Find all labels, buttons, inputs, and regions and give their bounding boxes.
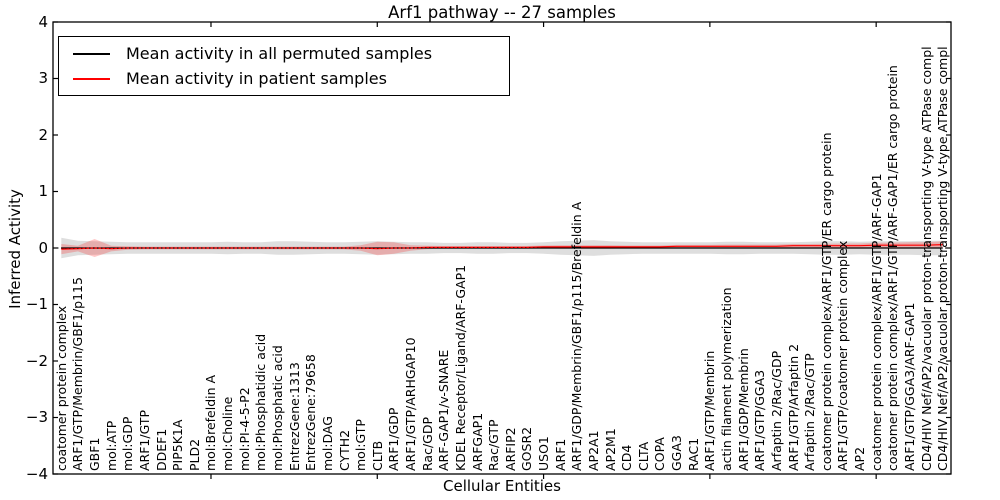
x-tick-label: CLTA [635, 441, 651, 471]
x-axis-label: Cellular Entities [443, 477, 561, 495]
x-tick-label: actin filament polymerization [719, 287, 734, 471]
x-tick-label: GOSR2 [519, 426, 535, 471]
x-tick-label: KDEL Receptor/Ligand/ARF-GAP1 [452, 264, 468, 471]
x-tick-label: mol:PI-4-5-P2 [236, 387, 252, 471]
x-tick-label: mol:GTP [353, 419, 369, 471]
y-tick-label: 4 [38, 12, 48, 31]
x-tick-label: ARFIP2 [502, 427, 518, 471]
x-tick-label: coatomer protein complex/ARF1/GTP/ARF-GAP1/ER cargo protein [885, 65, 901, 471]
x-tick-label: Rac/GTP [486, 419, 502, 471]
x-tick-label: RAC1 [685, 437, 701, 471]
x-tick-label: AP2 [852, 446, 868, 471]
x-tick-label: mol:Phosphatidic acid [253, 333, 269, 471]
y-tick-label: −3 [25, 408, 48, 426]
x-tick-label: AP2A1 [585, 430, 601, 471]
x-tick-label: EntrezGene:1313 [286, 362, 302, 471]
x-tick-label: mol:Phosphatic acid [270, 345, 285, 471]
x-tick-label: mol:ATP [103, 420, 119, 471]
legend [58, 36, 510, 96]
x-tick-label: CD4/HIV Nef/AP2/vacuolar proton-transporting V-type ATPase compl [935, 46, 951, 471]
x-tick-label: ARF1/GDP/Membrin [735, 348, 751, 471]
legend-entry-permuted [73, 44, 509, 63]
x-tick-label: COPA [652, 437, 668, 471]
x-tick-label: EntrezGene:79658 [303, 354, 319, 471]
x-tick-label: ARF1/GTP/Membrin [702, 350, 718, 471]
legend-label-patient: Mean activity in patient samples [126, 69, 387, 88]
x-tick-label: ARF1/GDP/Membrin/GBF1/p115/Brefeldin A [569, 201, 585, 471]
x-tick-label: ARF1 [552, 438, 568, 471]
legend-line-red-icon [73, 78, 110, 80]
x-tick-label: mol:GDP [120, 416, 136, 471]
x-tick-label: ARF1/GTP/GGA3 [752, 369, 768, 471]
x-tick-label: Rac/GDP [419, 416, 435, 471]
x-tick-label: CLTB [369, 440, 385, 471]
x-tick-label: ARF1/GTP/coatomer protein complex [835, 240, 851, 471]
x-tick-label: CD4/HIV Nef/AP2/vacuolar proton-transporting V-type ATPase compl [918, 46, 934, 471]
y-tick-label: 1 [38, 182, 48, 200]
x-tick-label: PLD2 [186, 438, 202, 471]
x-tick-label: AP2M1 [602, 428, 618, 471]
x-tick-label: ARF1/GTP [136, 409, 152, 471]
x-tick-label: ARF-GAP1/v-SNARE [436, 349, 452, 471]
legend-entry-patient [73, 69, 509, 88]
x-tick-label: GGA3 [669, 435, 685, 471]
y-tick-label: −2 [25, 351, 48, 370]
legend-line-black-icon [73, 53, 110, 55]
legend-label-permuted: Mean activity in all permuted samples [126, 44, 433, 63]
y-tick-label: 2 [38, 125, 48, 144]
x-tick-label: Arfaptin 2/Rac/GTP [802, 353, 818, 471]
x-tick-label: mol:Choline [220, 396, 236, 471]
x-tick-label: mol:Brefeldin A [203, 374, 219, 471]
chart-title: Arf1 pathway -- 27 samples [388, 3, 616, 22]
x-tick-label: PIP5K1A [170, 419, 186, 471]
x-tick-label: coatomer protein complex/ARF1/GTP/ARF-GAP1 [868, 173, 884, 471]
x-tick-label: coatomer protein complex/ARF1/GTP/ER cargo protein [818, 132, 834, 471]
x-tick-label: DDEF1 [153, 428, 169, 471]
x-tick-label: ARF1/GTP/GGA3/ARF-GAP1 [901, 302, 917, 471]
x-tick-label: GBF1 [87, 437, 103, 471]
x-tick-label: ARF1/GTP/Membrin/GBF1/p115 [70, 277, 86, 471]
x-tick-label: USO1 [536, 436, 552, 471]
x-tick-label: CD4 [619, 444, 635, 471]
x-tick-label: mol:DAG [319, 416, 335, 471]
x-tick-label: ARF1/GTP/Arfaptin 2 [785, 343, 801, 471]
y-tick-label: 3 [38, 69, 48, 87]
x-tick-label: ARF1/GTP/ARHGAP10 [403, 337, 419, 471]
y-tick-label: −4 [25, 464, 48, 483]
x-tick-label: ARF1/GDP [386, 407, 402, 471]
x-tick-label: ARFGAP1 [469, 412, 485, 471]
y-tick-label: 0 [38, 238, 48, 257]
y-axis-label: Inferred Activity [6, 189, 24, 309]
x-tick-label: CYTH2 [336, 429, 352, 471]
x-tick-label: coatomer protein complex [53, 305, 69, 471]
y-tick-label: −1 [25, 295, 48, 313]
x-tick-label: Arfaptin 2/Rac/GDP [768, 350, 784, 471]
